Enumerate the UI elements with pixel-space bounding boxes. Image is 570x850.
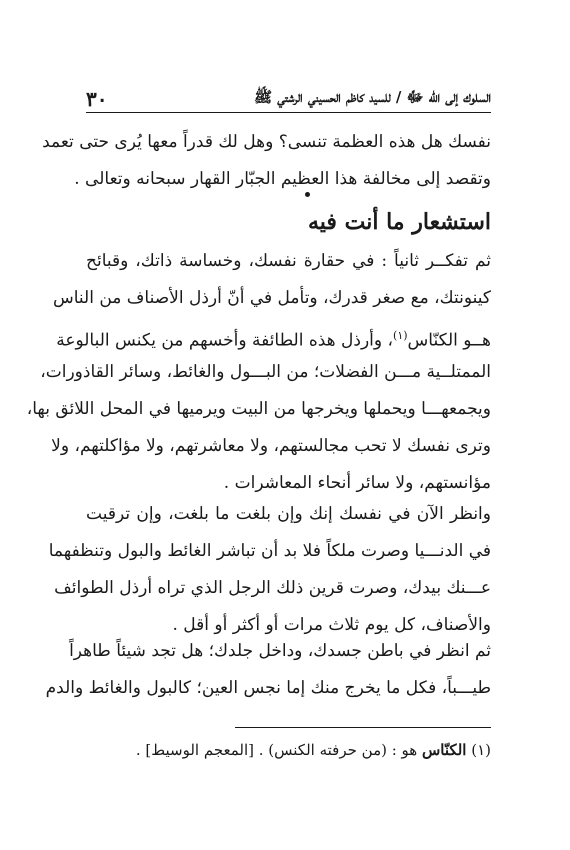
paragraph-4 — [45, 633, 491, 707]
page-number: ٣٠ — [86, 87, 108, 111]
paragraph-1 — [42, 124, 491, 198]
text-line: وترى نفسك لا تحب مجالستهم، ولا معاشرتهم، ولا مؤاكلتهم، ولا — [51, 436, 491, 456]
section-heading: استشعار ما أنت فيه — [307, 209, 491, 235]
text-line: وتقصد إلى مخالفة هذا العظيم الجبّار القهار سبحانه وتعالى . — [74, 169, 491, 189]
paragraph-2 — [26, 243, 491, 502]
footnote-term: الكنّاس — [422, 741, 467, 759]
footnote-marker: (١) — [393, 329, 408, 342]
footnote-text: هو : (من حرفته الكنس) . [المعجم الوسيط] . — [135, 741, 418, 759]
line-segment: ، وأرذل هذه الطائفة وأخسهم من يكنس البالوعة — [56, 330, 394, 351]
footnote-number: (١) — [471, 741, 491, 759]
line-segment: هــو الكنّاس — [407, 330, 491, 351]
footnote — [86, 736, 491, 764]
text-line: طيـــباً، فكل ما يخرج منك إما نجس العين؛ كالبول والغائط والدم — [45, 678, 491, 698]
text-line: نفسك هل هذه العظمة تنسى؟ وهل لك قدراً معها يُرى حتى تعمد — [42, 132, 491, 152]
text-line-with-footnote — [56, 317, 491, 354]
text-line: مؤانستهم، ولا سائر أنحاء المعاشرات . — [223, 473, 491, 493]
text-line: عـــنك بيدك، وصرت قرين ذلك الرجل الذي تراه أرذل الطوائف — [54, 578, 491, 598]
text-line: ويجمعهـــا ويحملها ويخرجها من البيت ويرميها في المحل اللائق بها، — [26, 399, 491, 419]
paragraph-3 — [48, 496, 491, 644]
running-title: السلوك إلى الله ﷻ / للسيد كاظم الحسيني الرشتي ﷺ — [253, 88, 491, 106]
text-line: ثم انظر في باطن جسدك، وداخل جلدك؛ هل تجد شيئاً طاهراً — [69, 641, 491, 661]
separator-dot — [305, 192, 310, 197]
text-line: ثم تفكــر ثانياً : في حقارة نفسك، وخساسة ذاتك، وقبائح — [86, 251, 491, 271]
text-line: وانظر الآن في نفسك إنك وإن بلغت ما بلغت، وإن ترقيت — [86, 504, 491, 524]
footnote-divider — [235, 727, 491, 728]
text-line: والأصناف، كل يوم ثلاث مرات أو أكثر أو أقل . — [172, 615, 491, 635]
text-line: في الدنـــيا وصرت ملكاً فلا بد أن تباشر الغائط والبول وتنظفهما — [48, 541, 491, 561]
page-header — [86, 86, 491, 113]
text-line: الممتلــية مـــن الفضلات؛ من البـــول والغائط، وسائر القاذورات، — [40, 362, 491, 382]
text-line: كينونتك، مع صغر قدرك، وتأمل في أنّ أرذل الأصناف من الناس — [52, 288, 491, 308]
